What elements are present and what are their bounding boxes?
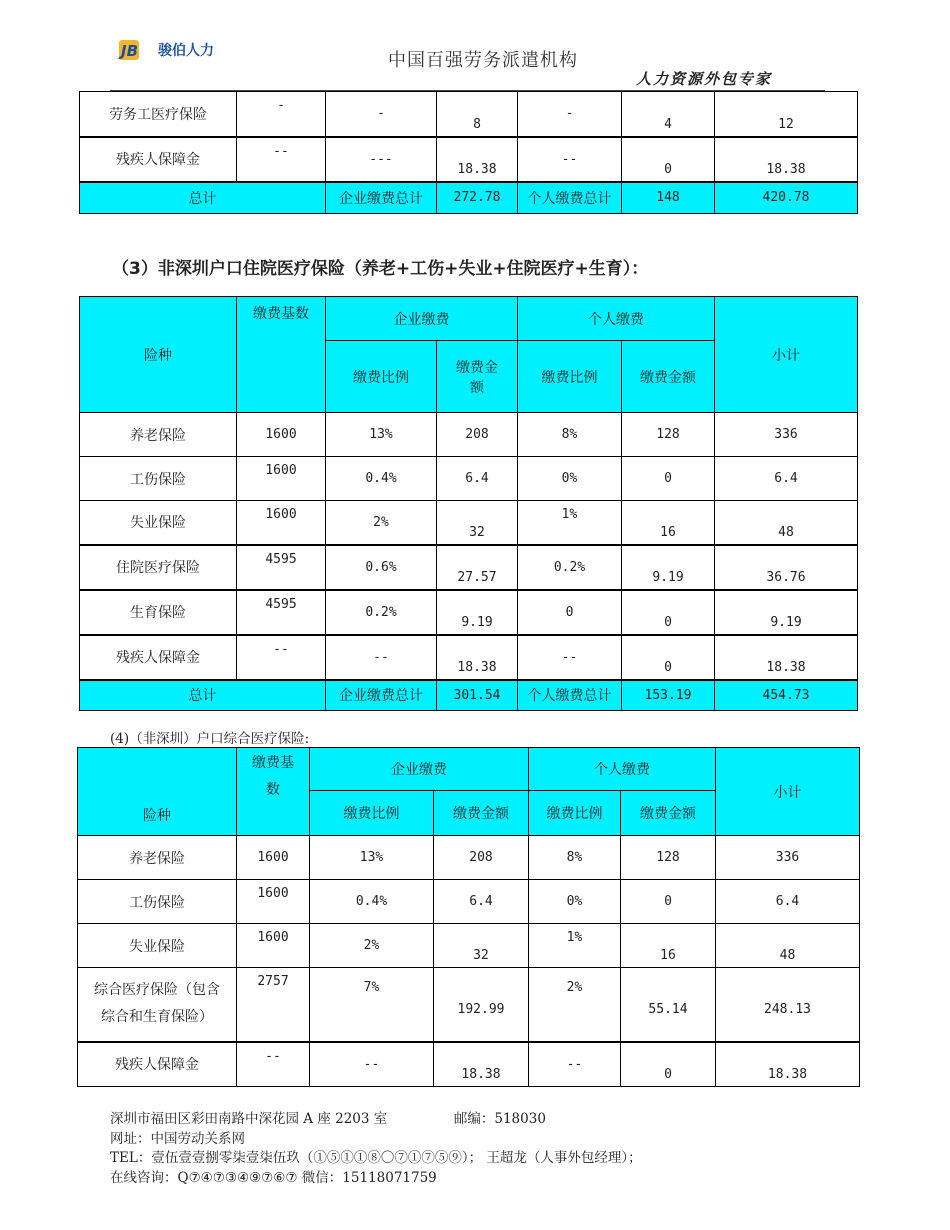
header-enterprise: 企业缴费 xyxy=(310,748,529,791)
row-ent-rate: -- xyxy=(326,635,437,680)
header-per-amount: 缴费金额 xyxy=(621,791,716,836)
row-subtotal: 48 xyxy=(716,924,860,968)
row-per-rate: 0 xyxy=(518,590,622,635)
header-type: 险种 xyxy=(78,748,237,836)
header-base-line2: 数 xyxy=(266,782,280,798)
row-per-rate: 2% xyxy=(529,968,621,1042)
row-per-amount: 16 xyxy=(621,924,716,968)
row-per-amount: 0 xyxy=(621,1042,716,1087)
table-row xyxy=(80,413,858,457)
row-subtotal: 18.38 xyxy=(716,1042,860,1087)
row-ent-rate: -- xyxy=(310,1042,434,1087)
ent-total: 301.54 xyxy=(437,680,518,711)
table-section4 xyxy=(77,747,860,1087)
row-ent-rate: 0.2% xyxy=(326,590,437,635)
row-subtotal: 6.4 xyxy=(716,880,860,924)
header-ent-amount xyxy=(437,341,518,413)
footer-address-line xyxy=(110,1110,642,1130)
per-total: 153.19 xyxy=(622,680,715,711)
footer-address: 深圳市福田区彩田南路中深花园 A 座 2203 室 xyxy=(110,1111,388,1127)
row-ent-rate: - xyxy=(326,92,437,137)
header-base-line1: 缴费基 xyxy=(252,755,294,771)
row-name: 失业保险 xyxy=(78,924,237,968)
header-base: 缴费基数 xyxy=(237,297,326,413)
row-ent-rate: --- xyxy=(326,137,437,182)
row-base: -- xyxy=(237,635,326,680)
row-ent-amount: 27.57 xyxy=(437,545,518,590)
row-base: 4595 xyxy=(237,590,326,635)
header-ent-amount: 缴费金额 xyxy=(434,791,529,836)
grand-total: 454.73 xyxy=(715,680,858,711)
footer-website: 网址：中国劳动关系网 xyxy=(110,1130,245,1147)
header-slogan: 人力资源外包专家 xyxy=(636,70,773,88)
row-name: 工伤保险 xyxy=(78,880,237,924)
header-per-rate: 缴费比例 xyxy=(518,341,622,413)
row-base: 1600 xyxy=(237,880,310,924)
row-ent-amount: 6.4 xyxy=(434,880,529,924)
table-row xyxy=(80,545,858,590)
row-ent-rate: 13% xyxy=(310,836,434,880)
table-top xyxy=(79,91,858,214)
row-ent-amount: 32 xyxy=(437,501,518,545)
table-row xyxy=(80,501,858,545)
row-ent-rate: 0.6% xyxy=(326,545,437,590)
header-per-amount: 缴费金额 xyxy=(622,341,715,413)
row-name: 工伤保险 xyxy=(80,457,237,501)
row-per-amount: 0 xyxy=(622,457,715,501)
row-name: 失业保险 xyxy=(80,501,237,545)
row-base: -- xyxy=(237,1042,310,1087)
row-ent-amount: 208 xyxy=(434,836,529,880)
row-ent-amount: 208 xyxy=(437,413,518,457)
row-base: -- xyxy=(237,137,326,182)
table-row xyxy=(80,590,858,635)
total-label: 总计 xyxy=(80,182,326,214)
row-per-rate: 0.2% xyxy=(518,545,622,590)
table-row xyxy=(78,1042,860,1087)
header-ent-rate: 缴费比例 xyxy=(326,341,437,413)
row-subtotal: 248.13 xyxy=(716,968,860,1042)
row-name: 残疾人保障金 xyxy=(80,635,237,680)
row-per-rate: 1% xyxy=(518,501,622,545)
table-row xyxy=(78,880,860,924)
footer-online: 在线咨询：Q⑦④⑦③④⑨⑦⑥⑦ 微信：15118071759 xyxy=(110,1169,437,1186)
ent-total: 272.78 xyxy=(437,182,518,214)
row-name-line1: 综合医疗保险（包含 xyxy=(94,982,220,999)
row-ent-amount: 192.99 xyxy=(434,968,529,1042)
row-ent-rate: 0.4% xyxy=(310,880,434,924)
page-header-title: 中国百强劳务派遣机构 xyxy=(388,50,578,71)
row-ent-amount: 8 xyxy=(437,92,518,137)
row-per-amount: 0 xyxy=(622,590,715,635)
table-row xyxy=(80,457,858,501)
header-ent-amount-line2: 额 xyxy=(470,379,484,396)
header-base xyxy=(237,748,310,836)
row-ent-amount: 18.38 xyxy=(434,1042,529,1087)
total-row xyxy=(80,182,858,214)
row-per-amount: 4 xyxy=(622,92,715,137)
row-name: 养老保险 xyxy=(78,836,237,880)
row-per-rate: 0% xyxy=(529,880,621,924)
row-subtotal: 18.38 xyxy=(715,635,858,680)
section4-heading: (4)（非深圳）户口综合医疗保险: xyxy=(110,731,310,747)
row-base: - xyxy=(237,92,326,137)
row-per-amount: 0 xyxy=(622,635,715,680)
header-subtotal: 小计 xyxy=(715,297,858,413)
row-per-rate: -- xyxy=(518,137,622,182)
row-base: 2757 xyxy=(237,968,310,1042)
table-row xyxy=(78,968,860,1042)
row-base: 1600 xyxy=(237,457,326,501)
header-ent-rate: 缴费比例 xyxy=(310,791,434,836)
header-subtotal: 小计 xyxy=(716,748,860,836)
row-per-rate: - xyxy=(518,92,622,137)
row-per-rate: 8% xyxy=(518,413,622,457)
row-subtotal: 336 xyxy=(715,413,858,457)
row-ent-amount: 18.38 xyxy=(437,635,518,680)
row-per-rate: 1% xyxy=(529,924,621,968)
total-label: 总计 xyxy=(80,680,326,711)
row-name: 残疾人保障金 xyxy=(80,137,237,182)
row-ent-rate: 2% xyxy=(310,924,434,968)
header-enterprise: 企业缴费 xyxy=(326,297,518,341)
row-per-amount: 0 xyxy=(622,137,715,182)
svg-text:JB: JB xyxy=(121,42,139,60)
ent-total-label: 企业缴费总计 xyxy=(326,182,437,214)
row-ent-rate: 2% xyxy=(326,501,437,545)
row-per-rate: 0% xyxy=(518,457,622,501)
grand-total: 420.78 xyxy=(715,182,858,214)
row-per-amount: 0 xyxy=(621,880,716,924)
header-type: 险种 xyxy=(80,297,237,413)
row-base: 4595 xyxy=(237,545,326,590)
per-total-label: 个人缴费总计 xyxy=(518,182,622,214)
row-name: 残疾人保障金 xyxy=(78,1042,237,1087)
table-row xyxy=(78,836,860,880)
row-ent-rate: 7% xyxy=(310,968,434,1042)
footer xyxy=(110,1110,642,1188)
row-ent-rate: 0.4% xyxy=(326,457,437,501)
row-per-amount: 55.14 xyxy=(621,968,716,1042)
header-row xyxy=(80,297,858,341)
table-row xyxy=(78,924,860,968)
row-subtotal: 36.76 xyxy=(715,545,858,590)
row-name: 劳务工医疗保险 xyxy=(80,92,237,137)
row-per-rate: -- xyxy=(529,1042,621,1087)
row-base: 1600 xyxy=(237,836,310,880)
row-name xyxy=(78,968,237,1042)
row-per-rate: -- xyxy=(518,635,622,680)
header-ent-amount-line1: 缴费金 xyxy=(456,359,498,376)
row-subtotal: 9.19 xyxy=(715,590,858,635)
row-base: 1600 xyxy=(237,501,326,545)
row-name: 养老保险 xyxy=(80,413,237,457)
row-subtotal: 18.38 xyxy=(715,137,858,182)
ent-total-label: 企业缴费总计 xyxy=(326,680,437,711)
row-subtotal: 336 xyxy=(716,836,860,880)
row-name: 生育保险 xyxy=(80,590,237,635)
table-row xyxy=(80,137,858,182)
row-ent-amount: 18.38 xyxy=(437,137,518,182)
row-per-amount: 9.19 xyxy=(622,545,715,590)
row-name-line2: 综合和生育保险） xyxy=(101,1009,213,1026)
table-section3 xyxy=(79,296,858,711)
per-total-label: 个人缴费总计 xyxy=(518,680,622,711)
section3-heading: （3）非深圳户口住院医疗保险（养老+工伤+失业+住院医疗+生育）： xyxy=(112,259,649,279)
logo-text: 骏伯人力 xyxy=(158,43,214,59)
row-ent-amount: 32 xyxy=(434,924,529,968)
footer-tel: TEL：壹伍壹壹捌零柒壹柒伍玖（①⑤①①⑧〇⑦①⑦⑤⑨）； 王超龙（人事外包经理）； xyxy=(110,1150,642,1166)
row-ent-rate: 13% xyxy=(326,413,437,457)
row-base: 1600 xyxy=(237,413,326,457)
table-row xyxy=(80,635,858,680)
row-subtotal: 6.4 xyxy=(715,457,858,501)
row-subtotal: 48 xyxy=(715,501,858,545)
footer-postcode: 邮编：518030 xyxy=(453,1111,546,1127)
row-subtotal: 12 xyxy=(715,92,858,137)
row-name: 住院医疗保险 xyxy=(80,545,237,590)
row-per-amount: 128 xyxy=(622,413,715,457)
per-total: 148 xyxy=(622,182,715,214)
row-per-amount: 16 xyxy=(622,501,715,545)
total-row xyxy=(80,680,858,711)
row-ent-amount: 6.4 xyxy=(437,457,518,501)
row-ent-amount: 9.19 xyxy=(437,590,518,635)
table-row xyxy=(80,92,858,137)
row-base: 1600 xyxy=(237,924,310,968)
header-personal: 个人缴费 xyxy=(518,297,715,341)
header-per-rate: 缴费比例 xyxy=(529,791,621,836)
row-per-rate: 8% xyxy=(529,836,621,880)
header-personal: 个人缴费 xyxy=(529,748,716,791)
header-row xyxy=(78,748,860,791)
row-per-amount: 128 xyxy=(621,836,716,880)
